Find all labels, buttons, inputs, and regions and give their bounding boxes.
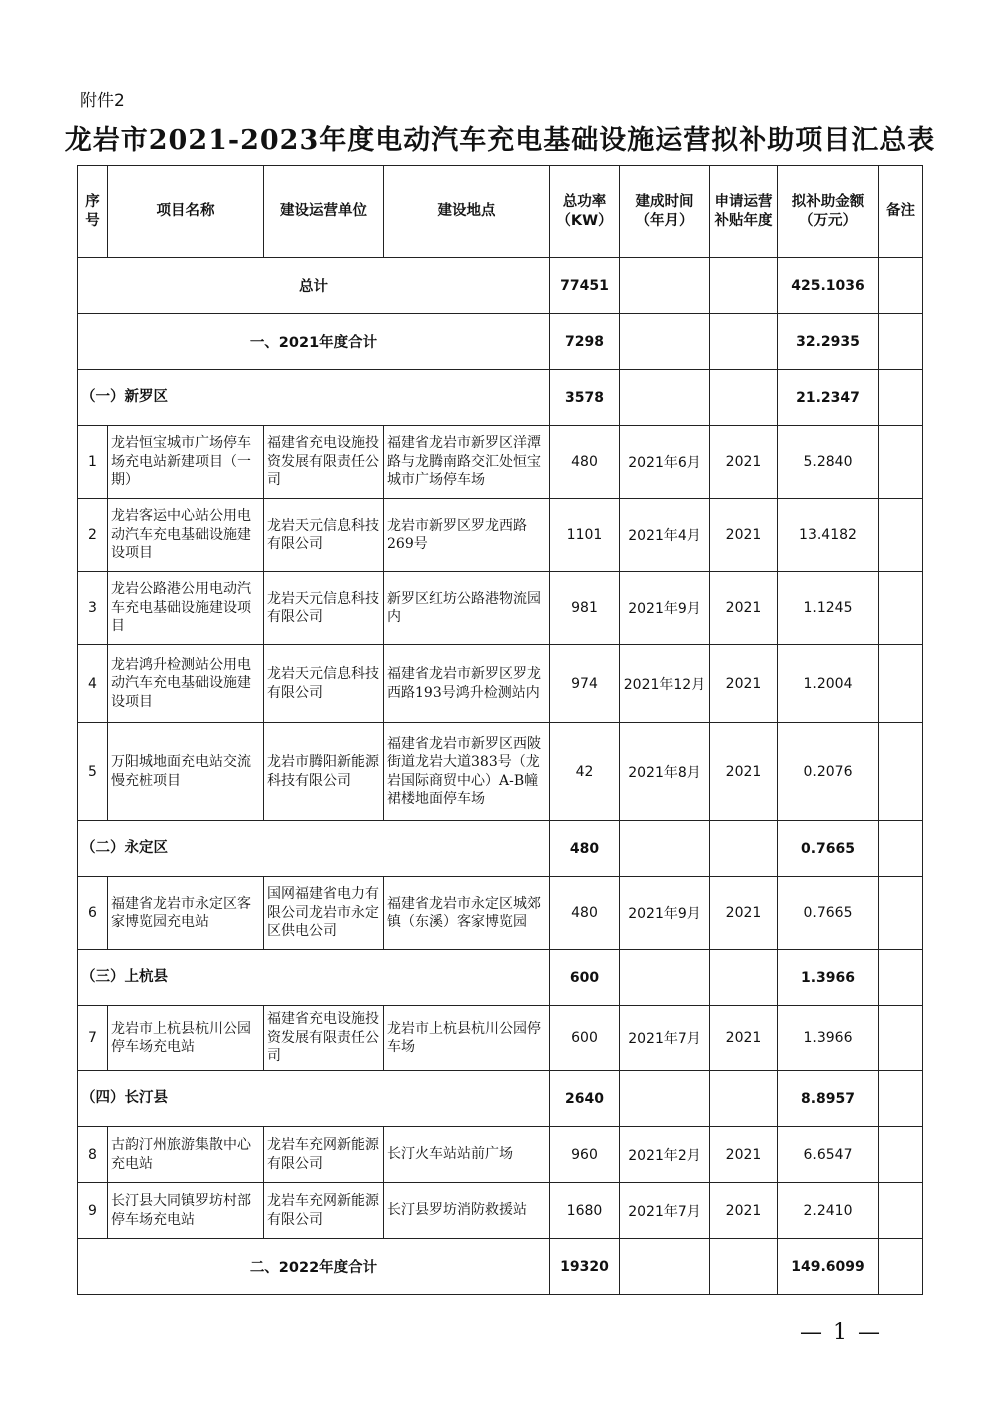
row-amount: 1.1245 bbox=[778, 572, 879, 645]
row-year: 2021 bbox=[710, 499, 778, 572]
row-power: 1680 bbox=[550, 1183, 620, 1239]
header-name: 项目名称 bbox=[108, 166, 264, 258]
district-row bbox=[78, 950, 923, 1006]
row-name: 古韵汀州旅游集散中心充电站 bbox=[108, 1127, 264, 1183]
row-power: 1101 bbox=[550, 499, 620, 572]
row-time: 2021年4月 bbox=[620, 499, 710, 572]
row-location: 福建省龙岩市永定区城郊镇（东溪）客家博览园 bbox=[384, 877, 550, 950]
header-location: 建设地点 bbox=[384, 166, 550, 258]
header-unit: 建设运营单位 bbox=[264, 166, 384, 258]
row-power: 974 bbox=[550, 645, 620, 723]
row-time: 2021年9月 bbox=[620, 877, 710, 950]
header-time: 建成时间（年月） bbox=[620, 166, 710, 258]
header-no: 序号 bbox=[78, 166, 108, 258]
row-unit: 福建省充电设施投资发展有限责任公司 bbox=[264, 1006, 384, 1071]
row-location: 龙岩市上杭县杭川公园停车场 bbox=[384, 1006, 550, 1071]
table-row bbox=[78, 426, 923, 499]
project-summary-table bbox=[77, 165, 923, 1295]
row-name: 福建省龙岩市永定区客家博览园充电站 bbox=[108, 877, 264, 950]
row-amount: 6.6547 bbox=[778, 1127, 879, 1183]
row-no: 6 bbox=[78, 877, 108, 950]
total-power: 77451 bbox=[550, 258, 620, 314]
year-2021-label: 一、2021年度合计 bbox=[78, 314, 550, 370]
row-no: 2 bbox=[78, 499, 108, 572]
district-label: （三）上杭县 bbox=[78, 950, 550, 1006]
row-name: 万阳城地面充电站交流慢充桩项目 bbox=[108, 723, 264, 821]
table-row bbox=[78, 877, 923, 950]
year-2021-amount: 32.2935 bbox=[778, 314, 879, 370]
district-power: 2640 bbox=[550, 1071, 620, 1127]
table-row bbox=[78, 645, 923, 723]
district-power: 480 bbox=[550, 821, 620, 877]
row-year: 2021 bbox=[710, 1006, 778, 1071]
total-row bbox=[78, 258, 923, 314]
row-amount: 2.2410 bbox=[778, 1183, 879, 1239]
row-unit: 龙岩天元信息科技有限公司 bbox=[264, 499, 384, 572]
row-time: 2021年2月 bbox=[620, 1127, 710, 1183]
district-power: 600 bbox=[550, 950, 620, 1006]
row-location: 福建省龙岩市新罗区西陂街道龙岩大道383号（龙岩国际商贸中心）A-B幢裙楼地面停车场 bbox=[384, 723, 550, 821]
row-power: 981 bbox=[550, 572, 620, 645]
row-amount: 0.2076 bbox=[778, 723, 879, 821]
row-location: 龙岩市新罗区罗龙西路269号 bbox=[384, 499, 550, 572]
row-unit: 龙岩天元信息科技有限公司 bbox=[264, 645, 384, 723]
table-row bbox=[78, 1183, 923, 1239]
row-location: 长汀县罗坊消防救援站 bbox=[384, 1183, 550, 1239]
row-year: 2021 bbox=[710, 723, 778, 821]
row-no: 9 bbox=[78, 1183, 108, 1239]
district-row bbox=[78, 821, 923, 877]
district-amount: 1.3966 bbox=[778, 950, 879, 1006]
total-label: 总计 bbox=[78, 258, 550, 314]
row-no: 4 bbox=[78, 645, 108, 723]
header-year: 申请运营补贴年度 bbox=[710, 166, 778, 258]
row-time: 2021年8月 bbox=[620, 723, 710, 821]
row-time: 2021年12月 bbox=[620, 645, 710, 723]
year-2022-amount: 149.6099 bbox=[778, 1239, 879, 1295]
row-year: 2021 bbox=[710, 1127, 778, 1183]
row-unit: 国网福建省电力有限公司龙岩市永定区供电公司 bbox=[264, 877, 384, 950]
row-year: 2021 bbox=[710, 572, 778, 645]
row-power: 480 bbox=[550, 877, 620, 950]
header-row bbox=[78, 166, 923, 258]
row-name: 龙岩鸿升检测站公用电动汽车充电基础设施建设项目 bbox=[108, 645, 264, 723]
district-power: 3578 bbox=[550, 370, 620, 426]
year-2022-label: 二、2022年度合计 bbox=[78, 1239, 550, 1295]
row-power: 42 bbox=[550, 723, 620, 821]
row-name: 龙岩公路港公用电动汽车充电基础设施建设项目 bbox=[108, 572, 264, 645]
district-amount: 8.8957 bbox=[778, 1071, 879, 1127]
row-name: 龙岩恒宝城市广场停车场充电站新建项目（一期） bbox=[108, 426, 264, 499]
row-power: 480 bbox=[550, 426, 620, 499]
table-row bbox=[78, 499, 923, 572]
row-amount: 1.3966 bbox=[778, 1006, 879, 1071]
row-year: 2021 bbox=[710, 1183, 778, 1239]
row-amount: 0.7665 bbox=[778, 877, 879, 950]
row-amount: 1.2004 bbox=[778, 645, 879, 723]
district-row bbox=[78, 1071, 923, 1127]
row-location: 长汀火车站站前广场 bbox=[384, 1127, 550, 1183]
row-time: 2021年7月 bbox=[620, 1006, 710, 1071]
row-power: 600 bbox=[550, 1006, 620, 1071]
row-amount: 5.2840 bbox=[778, 426, 879, 499]
attachment-label: 附件2 bbox=[80, 91, 125, 111]
table-row bbox=[78, 1127, 923, 1183]
district-amount: 21.2347 bbox=[778, 370, 879, 426]
page-number: — 1 — bbox=[800, 1320, 882, 1345]
header-power: 总功率（KW） bbox=[550, 166, 620, 258]
table-row bbox=[78, 572, 923, 645]
row-location: 新罗区红坊公路港物流园内 bbox=[384, 572, 550, 645]
row-name: 龙岩市上杭县杭川公园停车场充电站 bbox=[108, 1006, 264, 1071]
year-2021-power: 7298 bbox=[550, 314, 620, 370]
district-label: （二）永定区 bbox=[78, 821, 550, 877]
row-unit: 龙岩车充网新能源有限公司 bbox=[264, 1183, 384, 1239]
header-note: 备注 bbox=[879, 166, 923, 258]
row-year: 2021 bbox=[710, 426, 778, 499]
district-label: （一）新罗区 bbox=[78, 370, 550, 426]
row-no: 7 bbox=[78, 1006, 108, 1071]
district-row bbox=[78, 370, 923, 426]
row-year: 2021 bbox=[710, 645, 778, 723]
row-time: 2021年7月 bbox=[620, 1183, 710, 1239]
row-unit: 福建省充电设施投资发展有限责任公司 bbox=[264, 426, 384, 499]
total-amount: 425.1036 bbox=[778, 258, 879, 314]
row-amount: 13.4182 bbox=[778, 499, 879, 572]
row-time: 2021年6月 bbox=[620, 426, 710, 499]
district-amount: 0.7665 bbox=[778, 821, 879, 877]
district-label: （四）长汀县 bbox=[78, 1071, 550, 1127]
row-no: 8 bbox=[78, 1127, 108, 1183]
row-unit: 龙岩天元信息科技有限公司 bbox=[264, 572, 384, 645]
row-location: 福建省龙岩市新罗区罗龙西路193号鸿升检测站内 bbox=[384, 645, 550, 723]
row-location: 福建省龙岩市新罗区洋潭路与龙腾南路交汇处恒宝城市广场停车场 bbox=[384, 426, 550, 499]
row-name: 长汀县大同镇罗坊村部停车场充电站 bbox=[108, 1183, 264, 1239]
row-year: 2021 bbox=[710, 877, 778, 950]
page-title: 龙岩市2021-2023年度电动汽车充电基础设施运营拟补助项目汇总表 bbox=[64, 125, 936, 156]
row-no: 3 bbox=[78, 572, 108, 645]
row-unit: 龙岩车充网新能源有限公司 bbox=[264, 1127, 384, 1183]
header-amount: 拟补助金额（万元） bbox=[778, 166, 879, 258]
year-2021-total-row bbox=[78, 314, 923, 370]
row-no: 1 bbox=[78, 426, 108, 499]
row-no: 5 bbox=[78, 723, 108, 821]
row-time: 2021年9月 bbox=[620, 572, 710, 645]
table-row bbox=[78, 1006, 923, 1071]
year-2022-total-row bbox=[78, 1239, 923, 1295]
table-row bbox=[78, 723, 923, 821]
year-2022-power: 19320 bbox=[550, 1239, 620, 1295]
row-name: 龙岩客运中心站公用电动汽车充电基础设施建设项目 bbox=[108, 499, 264, 572]
row-power: 960 bbox=[550, 1127, 620, 1183]
row-unit: 龙岩市腾阳新能源科技有限公司 bbox=[264, 723, 384, 821]
